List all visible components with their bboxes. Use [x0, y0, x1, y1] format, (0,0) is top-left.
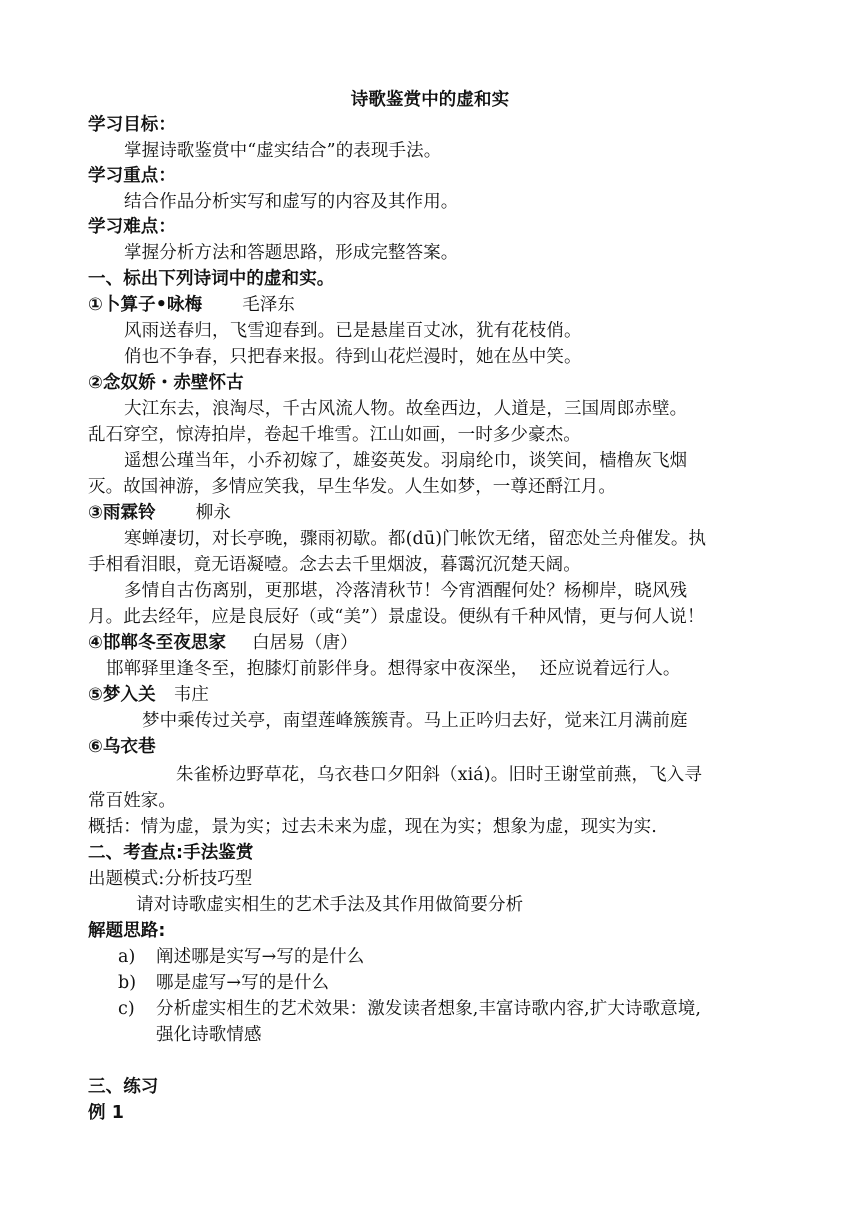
poem-line: 月。此去经年，应是良辰好（或“美”）景虚设。便纵有千种风情，更与何人说！ [88, 607, 705, 627]
poem-line: 灭。故国神游，多情应笑我，早生华发。人生如梦，一尊还酹江月。 [88, 477, 616, 497]
poem-line: 风雨送春归，飞雪迎春到。已是悬崖百丈冰，犹有花枝俏。 [124, 321, 582, 341]
step-marker: a) [118, 947, 136, 967]
poem-line: 遥想公瑾当年，小乔初嫁了，雄姿英发。羽扇纶巾，谈笑间，樯橹灰飞烟 [124, 451, 688, 471]
question-text: 请对诗歌虚实相生的艺术手法及其作用做简要分析 [136, 895, 524, 915]
poem-title: ②念奴娇・赤壁怀古 [88, 373, 244, 393]
poem-author: 韦庄 [173, 685, 209, 705]
focus-heading: 学习重点： [88, 166, 176, 186]
difficulty-text: 掌握分析方法和答题思路，形成完整答案。 [124, 243, 459, 263]
difficulty-heading: 学习难点： [88, 217, 176, 237]
section3-heading: 三、练习 [88, 1077, 159, 1097]
poem-heading [88, 631, 358, 655]
section1-heading: 一、标出下列诗词中的虚和实。 [88, 269, 335, 289]
poem-line: 朱雀桥边野草花，乌衣巷口夕阳斜（xiá)。旧时王谢堂前燕，飞入寻 [176, 765, 702, 785]
poem-line: 寒蝉凄切，对长亭晚，骤雨初歇。都(dū)门帐饮无绪，留恋处兰舟催发。执 [124, 529, 707, 549]
example-label: 例 1 [88, 1103, 125, 1123]
poem-line: 常百姓家。 [88, 791, 176, 811]
poem-author: 白居易（唐） [252, 633, 358, 653]
poem-line: 邯郸驿里逢冬至，抱膝灯前影伴身。想得家中夜深坐， 还应说着远行人。 [106, 659, 681, 679]
step-marker: b) [118, 973, 137, 993]
step-item [118, 945, 364, 969]
step-text: 分析虚实相生的艺术效果：激发读者想象,丰富诗歌内容,扩大诗歌意境, [156, 999, 701, 1019]
step-text-continued: 强化诗歌情感 [156, 1025, 262, 1045]
poem-line: 多情自古伤离别，更那堪，冷落清秋节！今宵酒醒何处？杨柳岸，晓风残 [124, 581, 688, 601]
poem-line: 梦中乘传过关亭，南望莲峰簇簇青。马上正吟归去好，觉来江月满前庭 [142, 711, 688, 731]
poem-line: 手相看泪眼，竟无语凝噎。念去去千里烟波，暮霭沉沉楚天阔。 [88, 555, 581, 575]
poem-title: ①卜算子•咏梅 [88, 295, 203, 315]
approach-heading: 解题思路: [88, 921, 166, 941]
poem-line: 俏也不争春，只把春来报。待到山花烂漫时，她在丛中笑。 [124, 347, 582, 367]
step-item [118, 971, 329, 995]
poem-heading [88, 501, 231, 525]
poem-title: ⑥乌衣巷 [88, 737, 156, 757]
page-title: 诗歌鉴赏中的虚和实 [350, 90, 510, 110]
step-text: 阐述哪是实写→写的是什么 [156, 947, 365, 967]
poem-title: ③雨霖铃 [88, 503, 156, 523]
section2-heading: 二、考查点:手法鉴赏 [88, 843, 254, 863]
goals-text: 掌握诗歌鉴赏中“虚实结合”的表现手法。 [124, 141, 442, 161]
poem-heading [88, 293, 295, 317]
step-text: 哪是虚写→写的是什么 [156, 973, 330, 993]
poem-title: ⑤梦入关 [88, 685, 156, 705]
focus-text: 结合作品分析实写和虚写的内容及其作用。 [124, 192, 459, 212]
summary-text: 概括：情为虚，景为实；过去未来为虚，现在为实；想象为虚，现实为实. [88, 817, 657, 837]
poem-author: 柳永 [195, 503, 231, 523]
poem-author: 毛泽东 [242, 295, 296, 315]
poem-heading [88, 683, 209, 707]
poem-title: ④邯郸冬至夜思家 [88, 633, 227, 653]
poem-line: 大江东去，浪淘尽，千古风流人物。故垒西边，人道是，三国周郎赤壁。 [124, 399, 688, 419]
goals-heading: 学习目标： [88, 115, 176, 135]
question-pattern: 出题模式:分析技巧型 [88, 869, 253, 889]
poem-line: 乱石穿空，惊涛拍岸，卷起千堆雪。江山如画，一时多少豪杰。 [88, 425, 581, 445]
step-marker: c) [118, 999, 135, 1019]
step-item [118, 997, 701, 1021]
